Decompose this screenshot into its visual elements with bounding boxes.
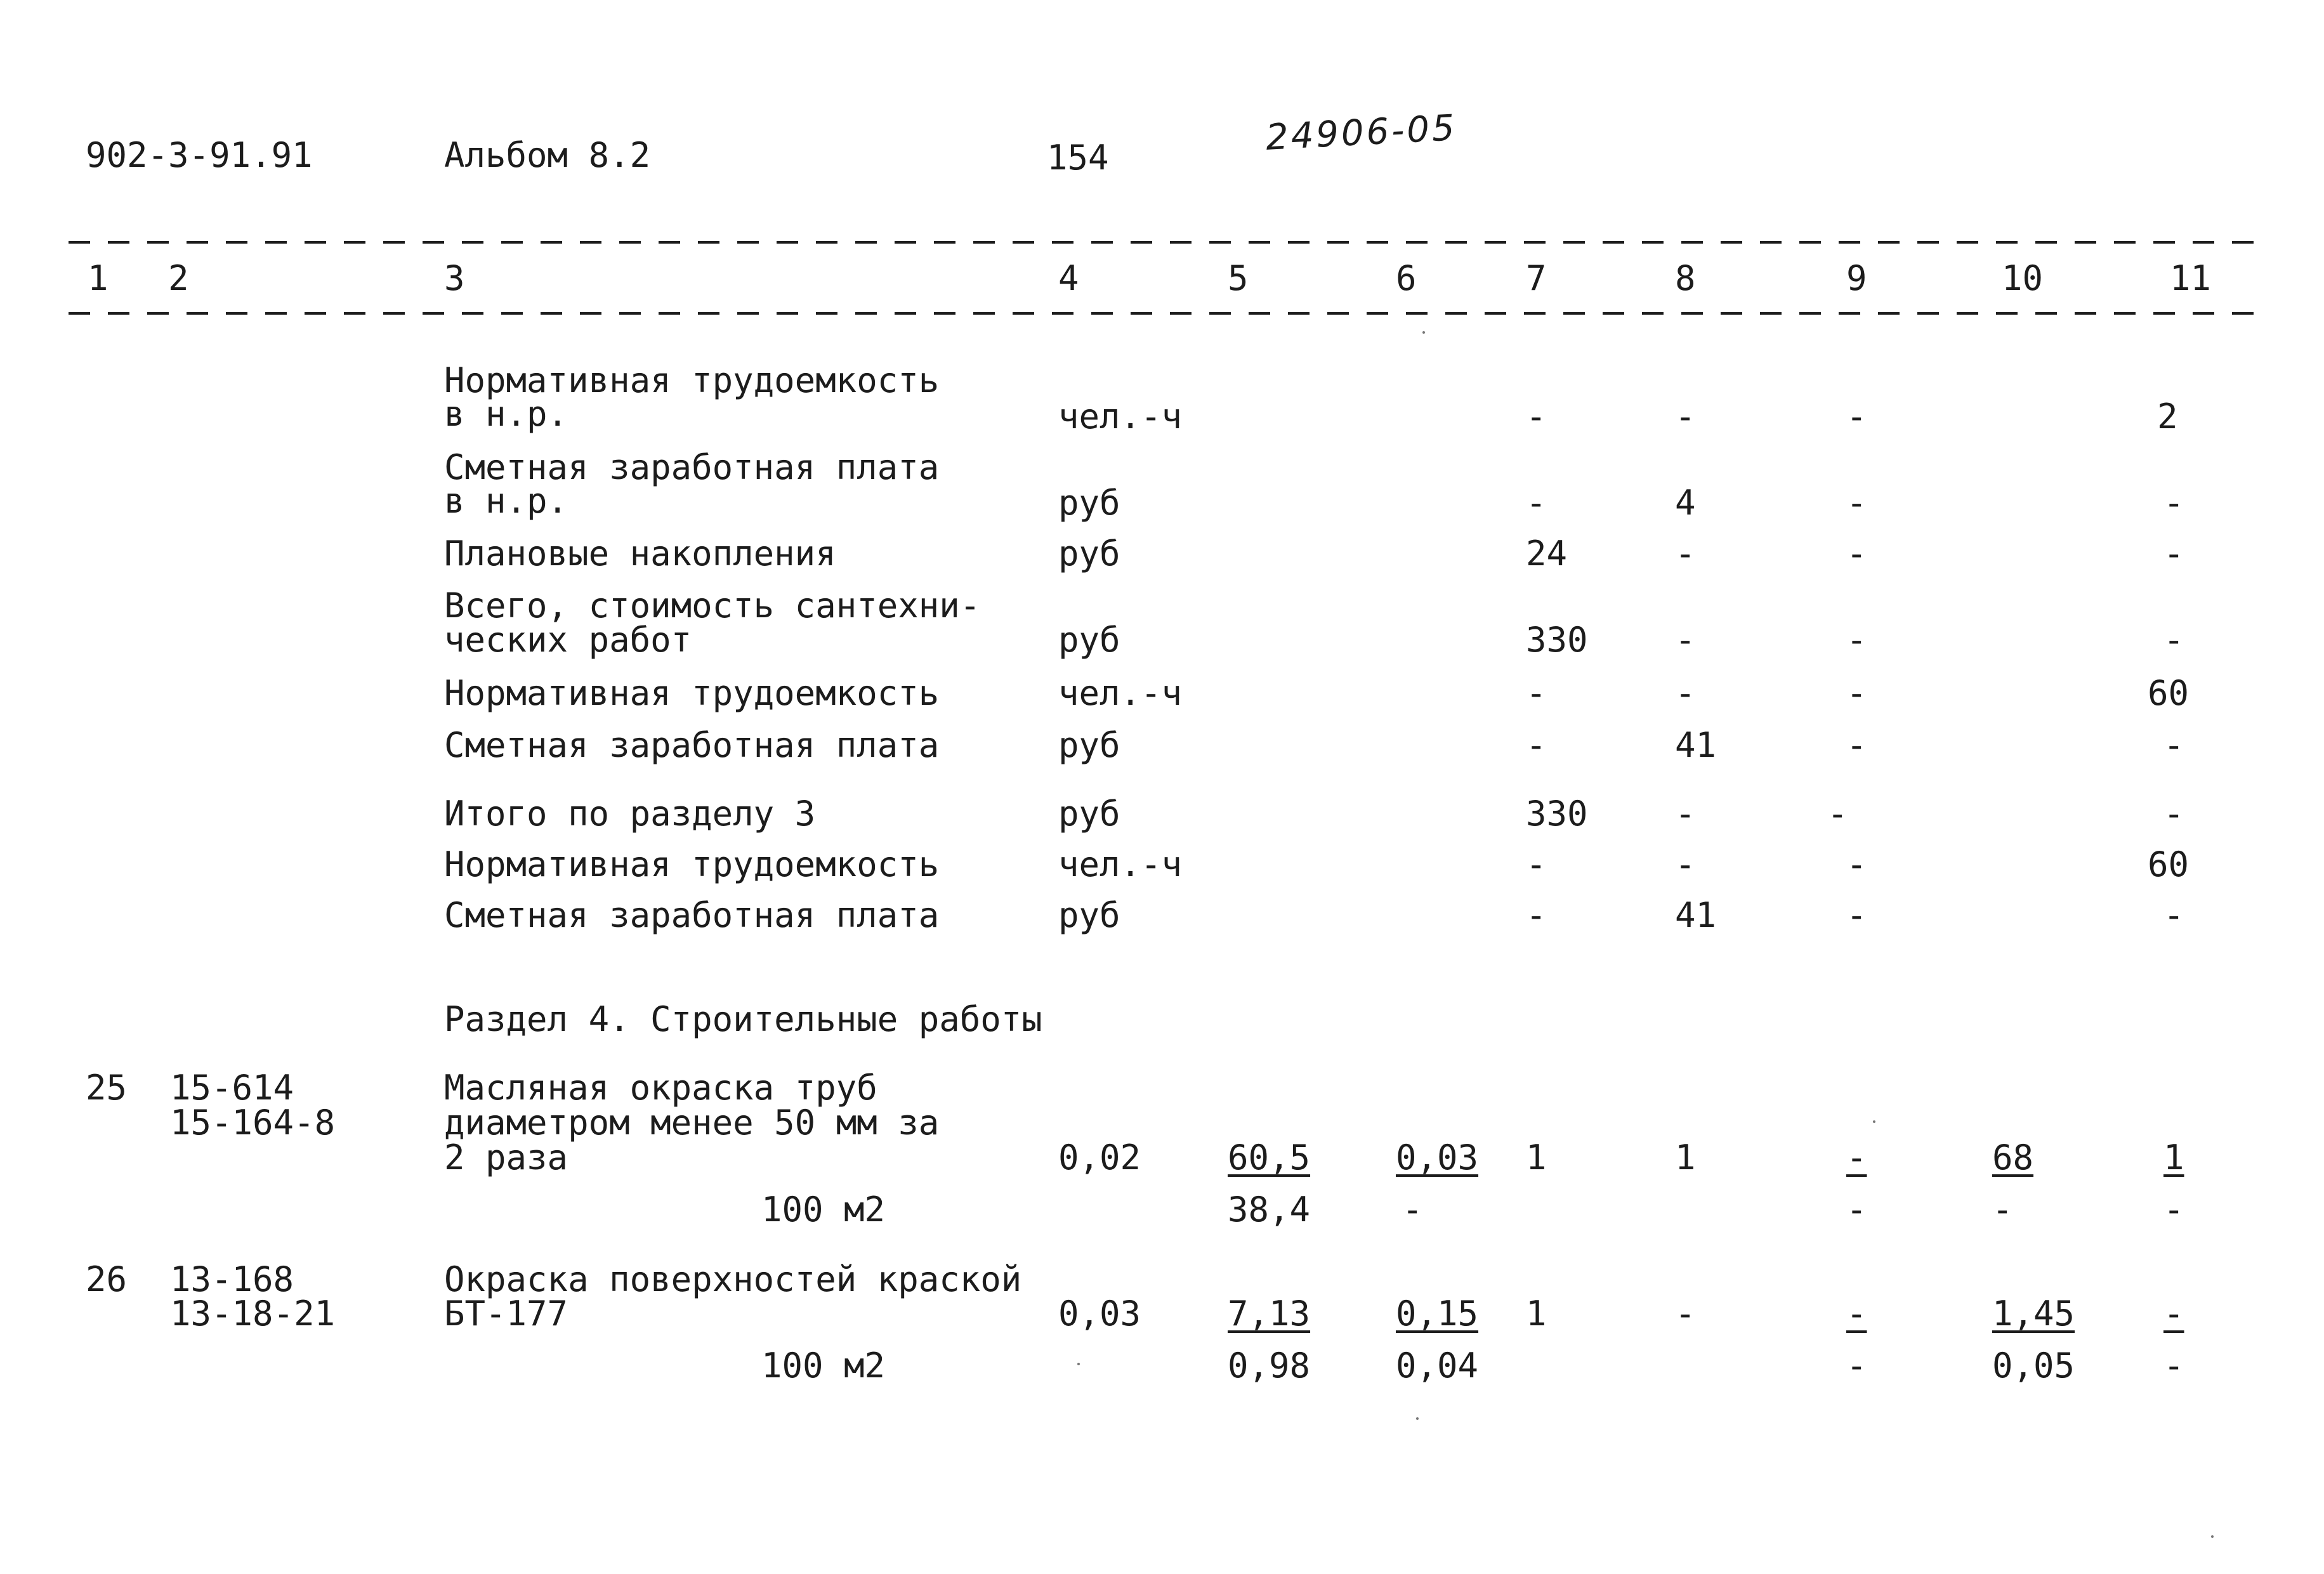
cell-col7: - [1526,844,1547,884]
row-unit: руб [1058,725,1120,765]
row-description: Нормативная трудоемкость [444,673,940,713]
col-header-4: 4 [1058,258,1079,298]
row-unit: чел.-ч [1058,844,1183,884]
scan-speck [1422,331,1425,334]
cell-col9: - [1846,534,1867,574]
item-unit: 100 м2 [761,1346,886,1386]
col-header-2: 2 [168,258,189,298]
header-top-rule [69,241,2257,244]
cell-col11: 60 [2148,844,2189,884]
cell-col7: 1 [1526,1294,1547,1334]
cell-col9-top: - [1846,1294,1867,1334]
cell-col8: 41 [1675,725,1717,765]
cell-col7: - [1526,483,1547,523]
row-unit: руб [1058,620,1120,660]
item-number: 26 [86,1259,128,1299]
cell-col8: - [1675,794,1696,834]
col-header-7: 7 [1526,258,1547,298]
col-header-5: 5 [1228,258,1249,298]
scan-speck [1416,1417,1419,1420]
row-unit: руб [1058,534,1120,574]
row-description: Сметная заработная плата [444,895,940,935]
item-number: 25 [86,1068,128,1108]
cell-col10-bottom: - [1992,1190,2013,1230]
cell-col11: 2 [2157,397,2178,436]
cell-col4: 0,02 [1058,1138,1141,1177]
item-description-line: Масляная окраска труб [444,1068,877,1108]
col-header-6: 6 [1396,258,1417,298]
cell-col11: - [2163,895,2184,935]
cell-col8: 41 [1675,895,1717,935]
cell-col6-top: 0,15 [1396,1294,1479,1334]
row-description: Сметная заработная плата [444,447,940,487]
cell-col7: 1 [1526,1138,1547,1177]
item-code: 13-168 [170,1259,294,1299]
row-description: Нормативная трудоемкость [444,360,940,400]
row-unit: руб [1058,895,1120,935]
row-description: Нормативная трудоемкость [444,844,940,884]
cell-col7: - [1526,397,1547,436]
item-code-secondary: 13-18-21 [170,1294,336,1334]
row-description: Итого по разделу 3 [444,794,816,834]
cell-col9: - [1846,397,1867,436]
cell-col8: - [1675,844,1696,884]
cell-col9: - [1846,620,1867,660]
cell-col9: - [1846,673,1867,713]
handwritten-number: 24906-05 [1264,107,1459,159]
cell-col7: 330 [1526,794,1588,834]
row-description-cont: в н.р. [444,394,568,434]
col-header-10: 10 [2002,258,2044,298]
row-unit: руб [1058,794,1120,834]
cell-col9-top: - [1846,1138,1867,1177]
cell-col5-top: 60,5 [1228,1138,1311,1177]
col-header-3: 3 [444,258,465,298]
col-header-11: 11 [2170,258,2212,298]
cell-col11-bottom: - [2163,1190,2184,1230]
cell-col7: - [1526,725,1547,765]
page-number: 154 [1047,138,1109,178]
cell-col9-bottom: - [1846,1190,1867,1230]
scan-speck [1873,1120,1875,1123]
cell-col8: - [1675,534,1696,574]
cell-col11-bottom: - [2163,1346,2184,1386]
cell-col10-bottom: 0,05 [1992,1346,2075,1386]
cell-col4: 0,03 [1058,1294,1141,1334]
cell-col6-bottom: - [1402,1190,1423,1230]
cell-col8: - [1675,397,1696,436]
cell-col10-top: 68 [1992,1138,2034,1177]
cell-col9-bottom: - [1846,1346,1867,1386]
document-code: 902-3-91.91 [86,135,313,175]
row-unit: руб [1058,483,1120,523]
cell-col7: - [1526,673,1547,713]
row-description-cont: в н.р. [444,481,568,521]
header-bottom-rule [69,312,2257,315]
scan-speck [1077,1363,1080,1365]
col-header-9: 9 [1846,258,1867,298]
cell-col5-bottom: 38,4 [1228,1190,1311,1230]
scan-speck [2211,1535,2214,1538]
cell-col9: - [1846,725,1867,765]
cell-col8: - [1675,1294,1696,1334]
row-description: Плановые накопления [444,534,836,574]
cell-col9: - [1827,794,1848,834]
cell-col5-top: 7,13 [1228,1294,1311,1334]
album-label: Альбом 8.2 [444,135,651,175]
row-description-cont: ческих работ [444,620,692,660]
cell-col6-bottom: 0,04 [1396,1346,1479,1386]
cell-col11: - [2163,725,2184,765]
cell-col11: 60 [2148,673,2189,713]
item-unit: 100 м2 [761,1190,886,1230]
col-header-8: 8 [1675,258,1696,298]
cell-col11: - [2163,534,2184,574]
item-description-line: 2 раза [444,1138,568,1177]
section-title: Раздел 4. Строительные работы [444,999,1042,1039]
cell-col8: 4 [1675,483,1696,523]
cell-col8: - [1675,673,1696,713]
cell-col11: - [2163,620,2184,660]
cell-col11: - [2163,483,2184,523]
cell-col10-top: 1,45 [1992,1294,2075,1334]
item-description-line: Окраска поверхностей краской [444,1259,1022,1299]
cell-col9: - [1846,483,1867,523]
cell-col7: - [1526,895,1547,935]
cell-col9: - [1846,895,1867,935]
cell-col11-top: 1 [2163,1138,2184,1177]
row-unit: чел.-ч [1058,397,1183,436]
row-description: Всего, стоимость сантехни- [444,586,981,626]
cell-col9: - [1846,844,1867,884]
cell-col8: - [1675,620,1696,660]
row-unit: чел.-ч [1058,673,1183,713]
item-description-line: диаметром менее 50 мм за [444,1103,940,1143]
cell-col11-top: - [2163,1294,2184,1334]
cell-col5-bottom: 0,98 [1228,1346,1311,1386]
item-code-secondary: 15-164-8 [170,1103,336,1143]
col-header-1: 1 [88,258,108,298]
cell-col11: - [2163,794,2184,834]
cell-col7: 330 [1526,620,1588,660]
item-code: 15-614 [170,1068,294,1108]
row-description: Сметная заработная плата [444,725,940,765]
item-description-line: БТ-177 [444,1294,568,1334]
cell-col8: 1 [1675,1138,1696,1177]
cell-col6-top: 0,03 [1396,1138,1479,1177]
cell-col7: 24 [1526,534,1568,574]
